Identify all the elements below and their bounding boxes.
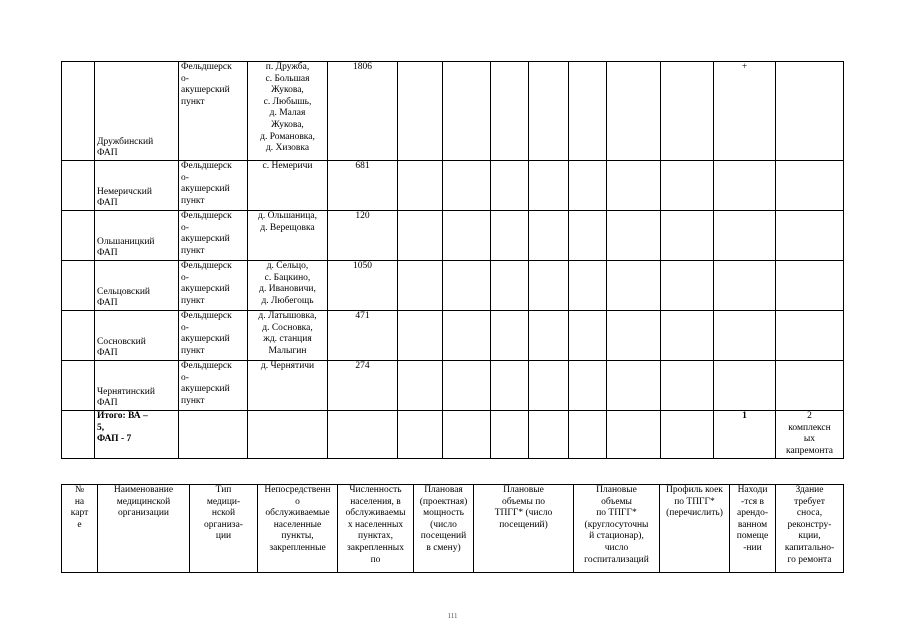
table-row [62,211,844,261]
rented-mark [714,161,776,211]
table-row [62,311,844,361]
header-planned-visits: Плановые объемы по ТПГГ* (число посещений) [474,485,574,573]
facility-type: Фельдшерск о- акушерский пункт [179,261,248,311]
table-row [62,62,844,161]
facility-population: 1050 [328,261,398,311]
facility-type: Фельдшерск о- акушерский пункт [179,161,248,211]
facility-name: Сосновский ФАП [95,311,179,361]
header-map-number: № на карт е [62,485,98,573]
facilities-table [61,61,844,459]
table-row [62,361,844,411]
rented-mark [714,261,776,311]
rented-mark [714,211,776,261]
header-org-name: Наименование медицинской организации [98,485,190,573]
total-rented-count: 1 [714,411,776,459]
facility-type: Фельдшерск о- акушерский пункт [179,311,248,361]
rented-mark [714,311,776,361]
header-row [62,485,844,573]
rented-mark: + [714,62,776,161]
total-row [62,411,844,459]
header-planned-hospitalizations: Плановые объемы по ТПГГ* (круглосуточны й стационар), число госпитализаций [574,485,660,573]
table-row [62,161,844,211]
facility-places: с. Немеричи [248,161,328,211]
facility-name: Ольшаницкий ФАП [95,211,179,261]
facility-places: д. Латышовка, д. Сосновка, жд. станция Малыгин [248,311,328,361]
total-repair-note: 2 комплексн ых капремонта [776,411,844,459]
facility-population: 274 [328,361,398,411]
facility-type: Фельдшерск о- акушерский пункт [179,361,248,411]
table-row [62,261,844,311]
header-population: Численность населения, в обслуживаемы х населенных пунктах, закрепленных по [338,485,414,573]
rented-mark [714,361,776,411]
header-org-type: Тип медици- нской организа- ции [190,485,258,573]
facility-population: 471 [328,311,398,361]
header-building-repair: Здание требует сноса, реконстру- кции, капитально- го ремонта [776,485,844,573]
facility-places: п. Дружба, с. Большая Жукова, с. Любышь, д. Малая Жукова, д. Романовка, д. Хизовка [248,62,328,161]
facility-name: Дружбинский ФАП [95,62,179,161]
facility-population: 681 [328,161,398,211]
header-bed-profile: Профиль коек по ТПГГ* (перечислить) [660,485,730,573]
header-capacity: Плановая (проектная) мощность (число посещений в смену) [414,485,474,573]
facility-places: д. Ольшаница, д. Верещовка [248,211,328,261]
facility-type: Фельдшерск о- акушерский пункт [179,211,248,261]
facility-name: Сельцовский ФАП [95,261,179,311]
facility-places: д. Сельцо, с. Бацкино, д. Ивановичи, д. Любегощь [248,261,328,311]
page-number: 111 [447,612,458,620]
header-table [61,484,844,573]
facility-places: д. Чернятичи [248,361,328,411]
facility-name: Чернятинский ФАП [95,361,179,411]
facility-population: 1806 [328,62,398,161]
facility-name: Немеричский ФАП [95,161,179,211]
header-served-places: Непосредственн о обслуживаемые населенные пункты, закрепленные [258,485,338,573]
facility-population: 120 [328,211,398,261]
facility-type: Фельдшерск о- акушерский пункт [179,62,248,161]
total-label: Итого: ВА – 5, ФАП - 7 [95,411,179,459]
header-rented: Находи -тся в арендо- ванном помеще -нии [730,485,776,573]
